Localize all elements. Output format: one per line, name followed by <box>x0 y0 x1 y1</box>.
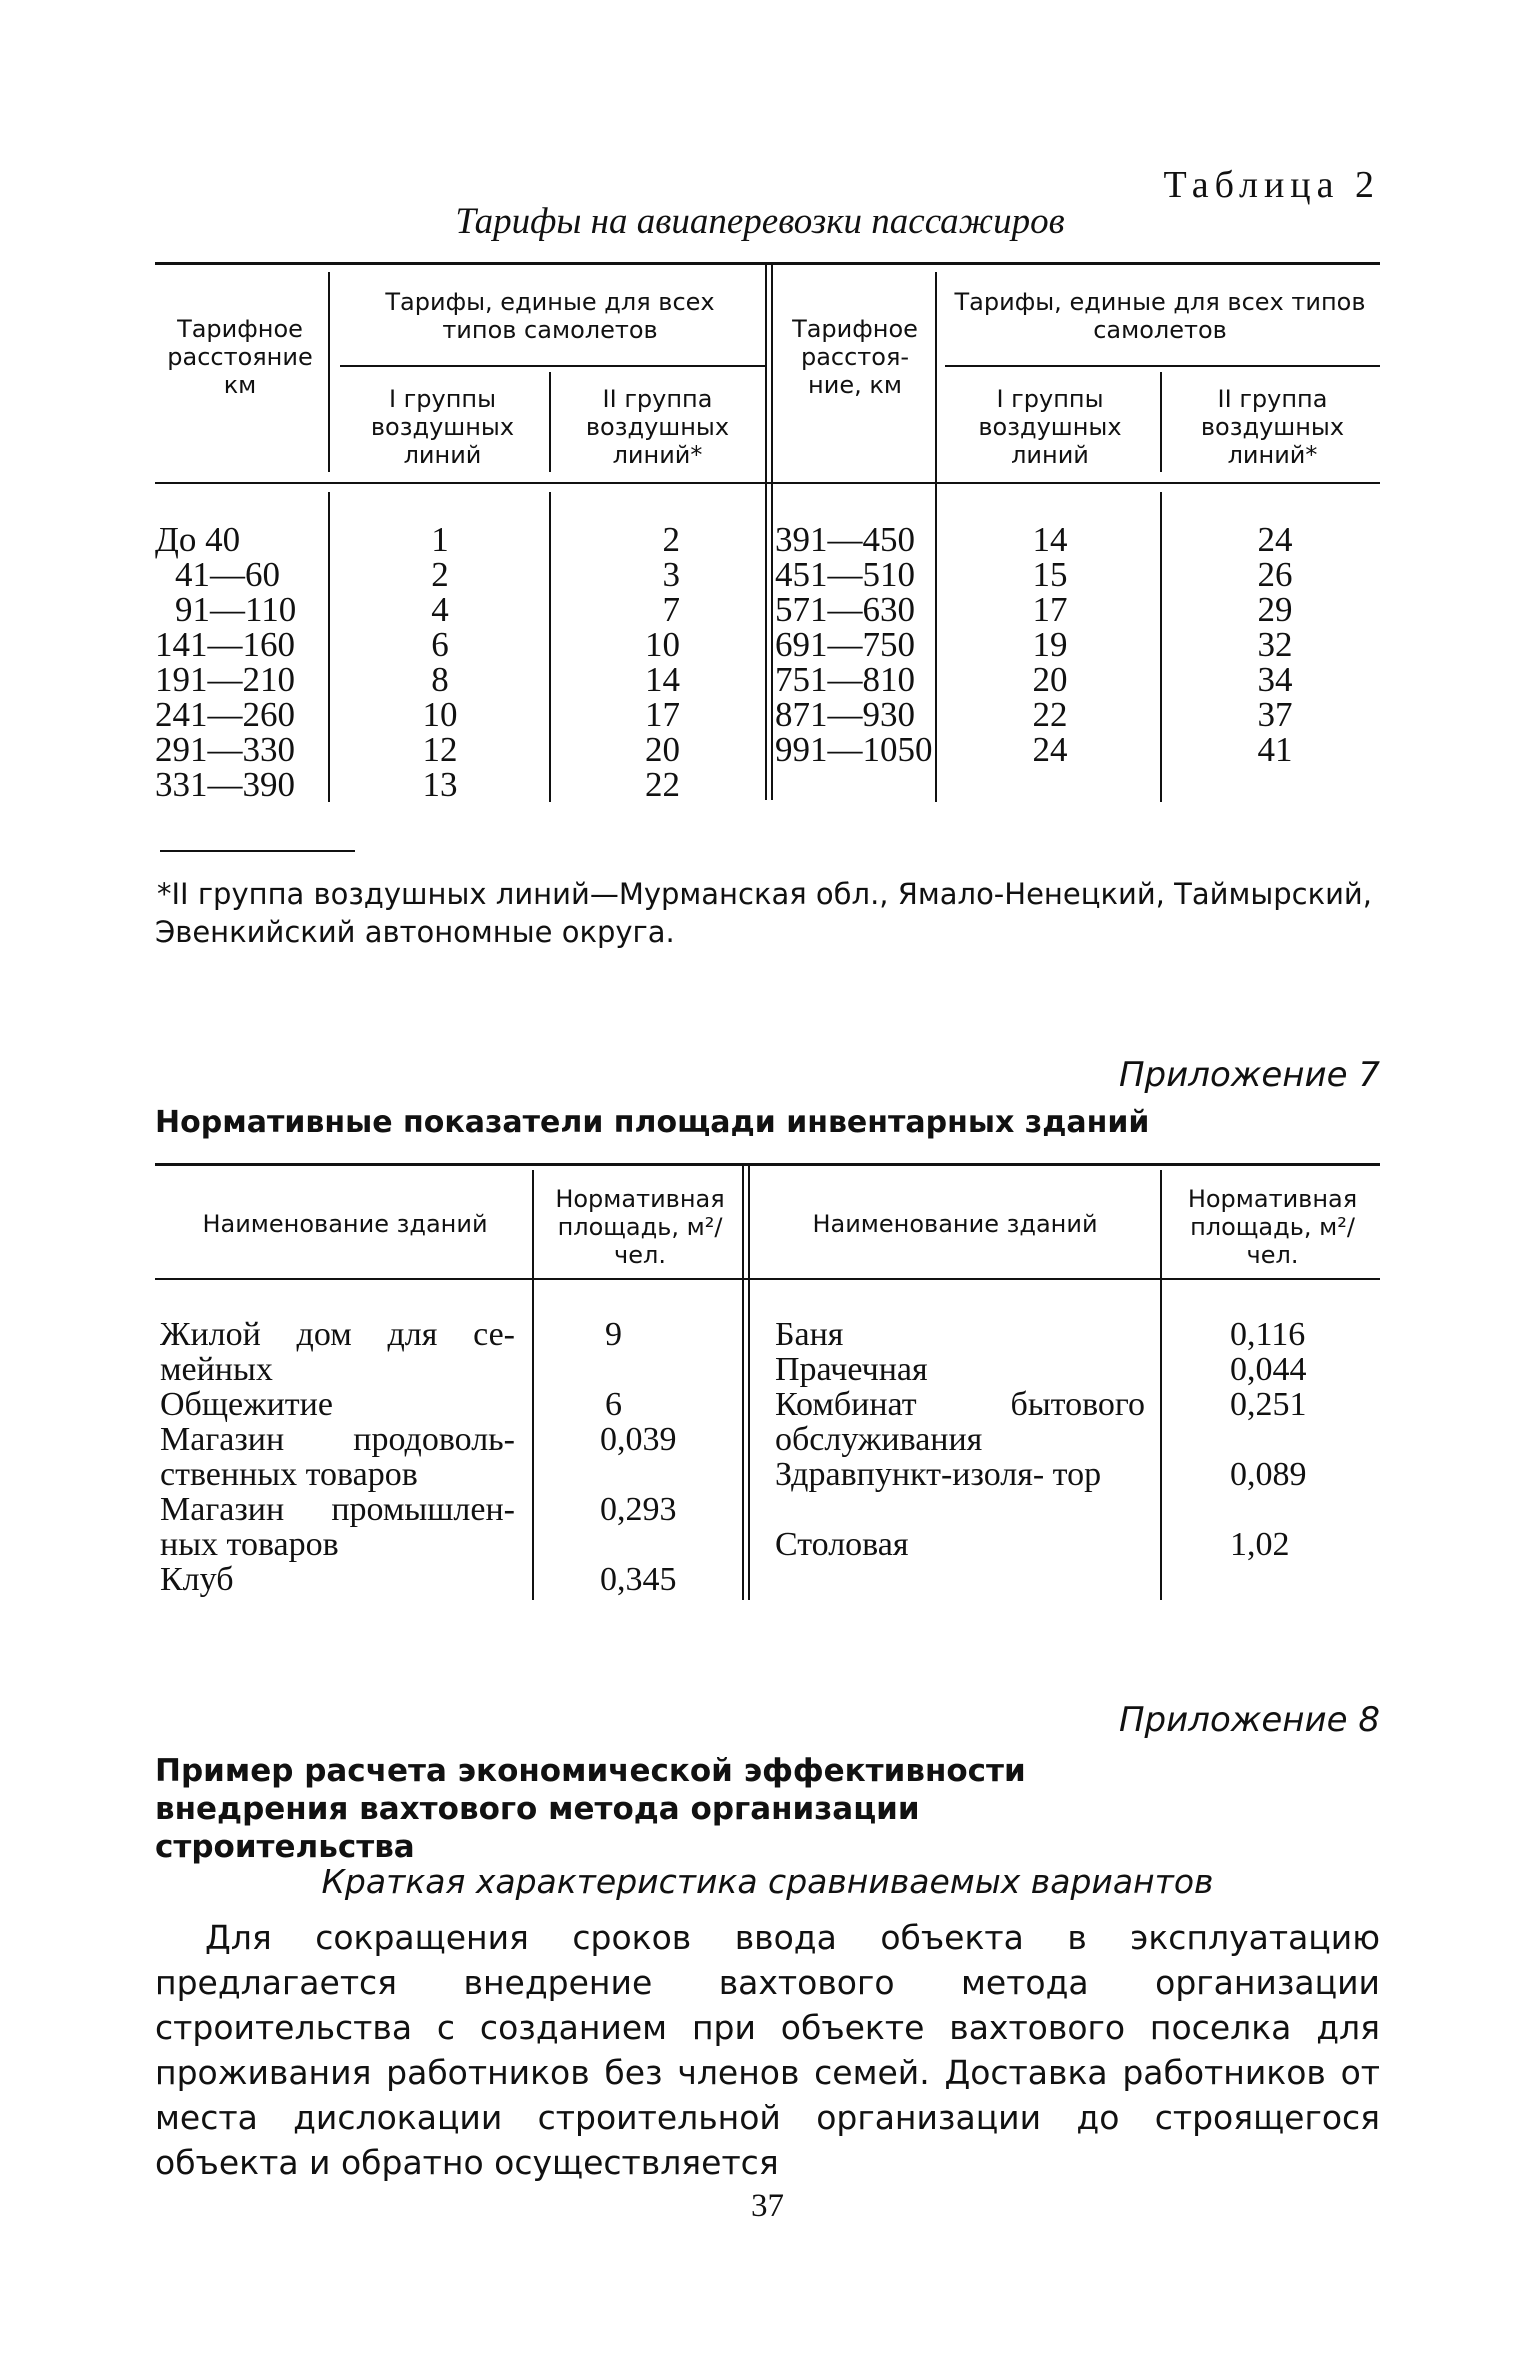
group2-cell: 29 <box>1257 590 1293 629</box>
group2-cell: 2 <box>662 520 680 559</box>
appendix7-label: Приложение 7 <box>1118 1055 1380 1095</box>
group2-cell: 34 <box>1257 660 1293 699</box>
header-group2-right: II группа воздушных линий* <box>1200 385 1345 469</box>
building-name-cell: Прачечная <box>775 1351 928 1388</box>
distance-cell: 691—750 <box>775 625 915 664</box>
header-group2: II группа воздушных линий* <box>585 385 730 469</box>
appendix8-title: Пример расчета экономической эффективности внедрения вахтового метода организации строительства <box>155 1753 1026 1865</box>
group1-cell: 6 <box>431 625 449 664</box>
table-footnote: *II группа воздушных линий—Мурманская обл., Ямало-Ненецкий, Таймырский, Эвенкийский автономные округа. <box>155 877 1372 949</box>
header-area: Нормативная площадь, м²/чел. <box>555 1185 725 1269</box>
header-name-right: Наименование зданий <box>812 1210 1098 1238</box>
area-value-cell: 9 <box>605 1316 622 1353</box>
building-name-cell: Общежитие <box>160 1386 333 1423</box>
area-value-cell: 0,345 <box>600 1561 677 1598</box>
header-tariffs: Тарифы, единые для всех типов самолетов <box>385 288 715 344</box>
area-value-cell: 0,039 <box>600 1421 677 1458</box>
area-value-cell: 1,02 <box>1230 1526 1290 1563</box>
table-label: Таблица 2 <box>1163 164 1380 206</box>
distance-cell: До 40 <box>155 520 241 559</box>
distance-cell: 331—390 <box>155 765 295 804</box>
group1-cell: 4 <box>431 590 449 629</box>
building-name-cell: Столовая <box>775 1526 909 1563</box>
group2-cell: 7 <box>662 590 680 629</box>
distance-cell: 991—1050 <box>775 730 933 769</box>
group2-cell: 17 <box>645 695 680 734</box>
group1-cell: 19 <box>1032 625 1068 664</box>
header-tariffs-right: Тарифы, единые для всех типов самолетов <box>954 288 1366 344</box>
group1-cell: 8 <box>431 660 449 699</box>
table-title: Тарифы на авиаперевозки пассажиров <box>455 201 1065 242</box>
group1-cell: 17 <box>1032 590 1068 629</box>
area-value-cell: 0,116 <box>1230 1316 1306 1353</box>
group2-cell: 26 <box>1257 555 1293 594</box>
group1-cell: 13 <box>422 765 458 804</box>
appendix8-label: Приложение 8 <box>1118 1700 1380 1740</box>
distance-cell: 191—210 <box>155 660 295 699</box>
distance-cell: 571—630 <box>775 590 915 629</box>
distance-cell: 291—330 <box>155 730 295 769</box>
header-group1: I группы воздушных линий <box>370 385 515 469</box>
group1-cell: 14 <box>1032 520 1068 559</box>
header-distance: Тарифное расстояние км <box>167 315 313 399</box>
building-name-cell: Магазин промышлен- ных товаров <box>160 1491 515 1563</box>
header-name: Наименование зданий <box>202 1210 488 1238</box>
group2-cell: 20 <box>645 730 680 769</box>
group2-cell: 41 <box>1257 730 1293 769</box>
group1-cell: 2 <box>431 555 449 594</box>
group2-cell: 10 <box>645 625 680 664</box>
group2-cell: 32 <box>1257 625 1293 664</box>
group2-cell: 3 <box>662 555 680 594</box>
appendix8-subtitle: Краткая характеристика сравниваемых вариантов <box>321 1862 1214 1901</box>
group2-cell: 37 <box>1257 695 1293 734</box>
group2-cell: 14 <box>645 660 680 699</box>
group2-cell: 24 <box>1257 520 1293 559</box>
area-value-cell: 0,044 <box>1230 1351 1307 1388</box>
building-name-cell: Жилой дом для се- мейных <box>160 1316 515 1388</box>
area-value-cell: 0,251 <box>1230 1386 1307 1423</box>
distance-cell: 241—260 <box>155 695 295 734</box>
building-name-cell: Клуб <box>160 1561 234 1598</box>
group1-cell: 22 <box>1032 695 1068 734</box>
distance-cell: 141—160 <box>155 625 295 664</box>
area-value-cell: 0,089 <box>1230 1456 1307 1493</box>
distance-cell: 391—450 <box>775 520 915 559</box>
building-name-cell: Баня <box>775 1316 844 1353</box>
group1-cell: 10 <box>422 695 458 734</box>
group1-cell: 12 <box>422 730 458 769</box>
area-value-cell: 6 <box>605 1386 622 1423</box>
page-number: 37 <box>751 2188 784 2224</box>
appendix7-title: Нормативные показатели площади инвентарных зданий <box>155 1105 1150 1140</box>
distance-cell: 91—110 <box>175 590 297 629</box>
building-name-cell: Комбинат бытового обслуживания <box>775 1386 1145 1458</box>
distance-cell: 451—510 <box>775 555 915 594</box>
group1-cell: 1 <box>431 520 449 559</box>
appendix8-paragraph: Для сокращения сроков ввода объекта в эксплуатацию предлагается внедрение вахтового метода организации строительства с созданием при объекте вахтового поселка для проживания работников без членов семей. Доставка работников от места дислокации строительной организации до строящегося объекта и обратно осуществляется <box>155 1918 1380 2182</box>
group2-cell: 22 <box>645 765 680 804</box>
distance-cell: 871—930 <box>775 695 915 734</box>
group1-cell: 20 <box>1032 660 1068 699</box>
building-name-cell: Магазин продоволь- ственных товаров <box>160 1421 515 1493</box>
header-distance-right: Тарифное расстоя- ние, км <box>792 315 918 399</box>
header-area-right: Нормативная площадь, м²/чел. <box>1187 1185 1358 1269</box>
distance-cell: 41—60 <box>175 555 280 594</box>
distance-cell: 751—810 <box>775 660 915 699</box>
header-group1-right: I группы воздушных линий <box>978 385 1122 469</box>
area-value-cell: 0,293 <box>600 1491 677 1528</box>
building-name-cell: Здравпункт-изоля- тор <box>775 1456 1102 1493</box>
group1-cell: 24 <box>1032 730 1068 769</box>
group1-cell: 15 <box>1032 555 1068 594</box>
